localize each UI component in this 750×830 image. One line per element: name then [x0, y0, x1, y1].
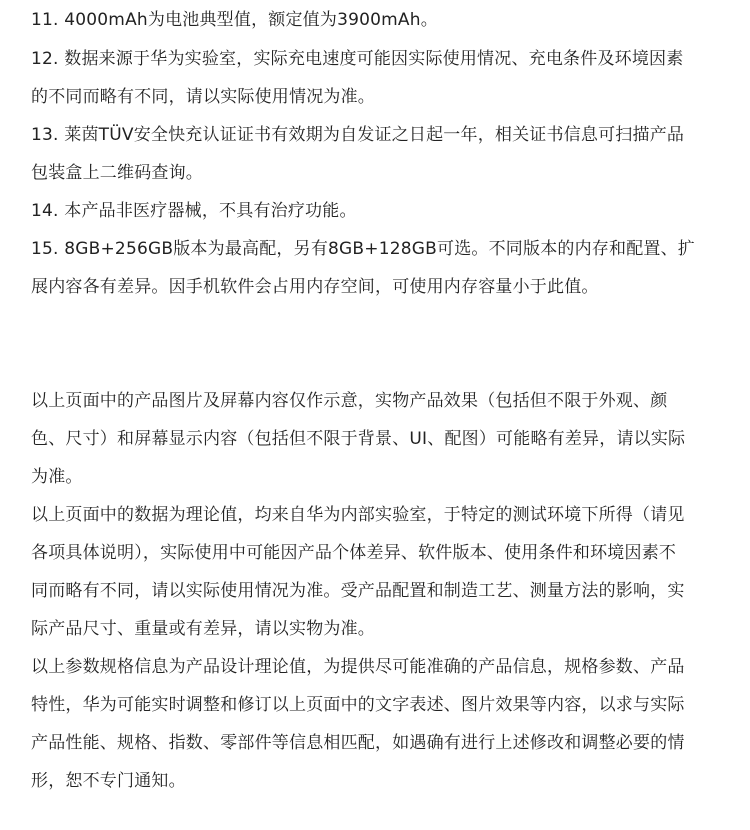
disclaimer-paragraph-3-line-3: 产品性能、规格、指数、零部件等信息相匹配，如遇确有进行上述修改和调整必要的情 [31, 733, 685, 753]
footnote-13-line-1: 13. 莱茵TÜV安全快充认证证书有效期为自发证之日起一年，相关证书信息可扫描产品 [31, 125, 685, 145]
footnote-11-line-1: 11. 4000mAh为电池典型值，额定值为3900mAh。 [31, 10, 438, 30]
disclaimer-paragraph-1-line-1: 以上页面中的产品图片及屏幕内容仅作示意，实物产品效果（包括但不限于外观、颜 [31, 391, 668, 411]
disclaimer-paragraph-2-line-4: 际产品尺寸、重量或有差异，请以实物为准。 [31, 619, 375, 639]
disclaimer-paragraph-3-line-2: 特性，华为可能实时调整和修订以上页面中的文字表述、图片效果等内容，以求与实际 [31, 695, 685, 715]
disclaimer-paragraph-1-line-3: 为准。 [31, 467, 83, 487]
footnote-13-line-2: 包装盒上二维码查询。 [31, 163, 203, 183]
footnote-15-line-1: 15. 8GB+256GB版本为最高配，另有8GB+128GB可选。不同版本的内存和配置、扩 [31, 239, 695, 259]
footnote-14-line-1: 14. 本产品非医疗器械，不具有治疗功能。 [31, 201, 357, 221]
footnote-15-line-2: 展内容各有差异。因手机软件会占用内存空间，可使用内存容量小于此值。 [31, 277, 599, 297]
disclaimer-paragraph-3-line-1: 以上参数规格信息为产品设计理论值，为提供尽可能准确的产品信息，规格参数、产品 [31, 657, 685, 677]
disclaimer-paragraph-3-line-4: 形，恕不专门通知。 [31, 771, 186, 791]
disclaimer-paragraph-2-line-2: 各项具体说明），实际使用中可能因产品个体差异、软件版本、使用条件和环境因素不 [31, 543, 677, 563]
footnote-12-line-1: 12. 数据来源于华为实验室，实际充电速度可能因实际使用情况、充电条件及环境因素 [31, 49, 684, 69]
disclaimer-paragraph-2-line-1: 以上页面中的数据为理论值，均来自华为内部实验室，于特定的测试环境下所得（请见 [31, 505, 685, 525]
disclaimer-paragraph-2-line-3: 同而略有不同，请以实际使用情况为准。受产品配置和制造工艺、测量方法的影响，实 [31, 581, 685, 601]
footnote-12-line-2: 的不同而略有不同，请以实际使用情况为准。 [31, 87, 375, 107]
disclaimer-paragraph-1-line-2: 色、尺寸）和屏幕显示内容（包括但不限于背景、UI、配图）可能略有差异，请以实际 [31, 429, 686, 449]
